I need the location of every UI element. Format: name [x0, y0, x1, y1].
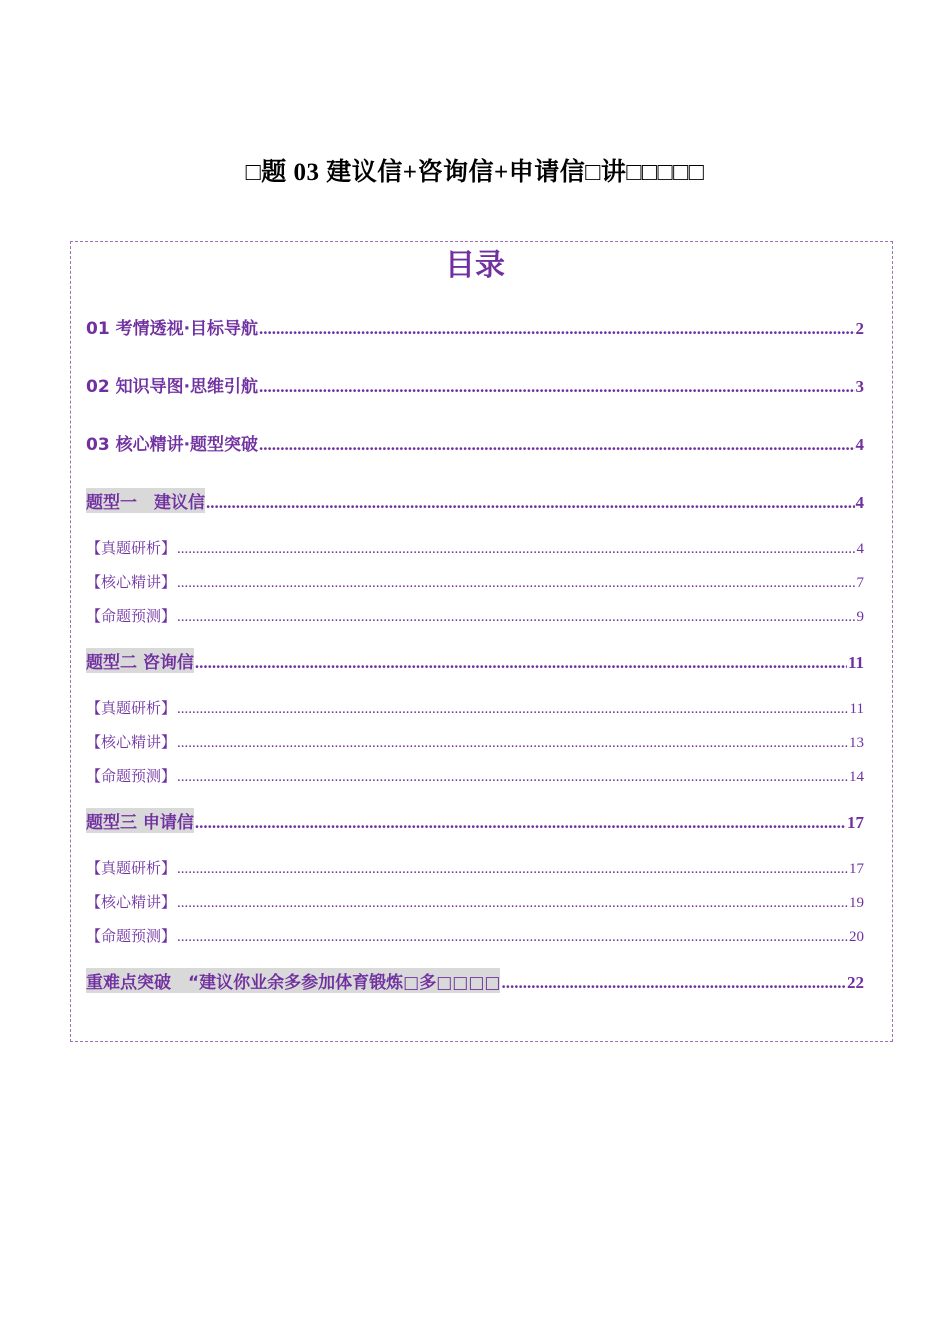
- toc-entry-label: 【命题预测】: [86, 607, 177, 625]
- toc-entry-key-difficulty[interactable]: [86, 968, 864, 993]
- toc-subentry[interactable]: [86, 697, 864, 718]
- toc-entry-overview[interactable]: [86, 314, 864, 339]
- toc-subentry[interactable]: [86, 925, 864, 946]
- toc-leader-dots: [177, 861, 848, 878]
- toc-entry-core[interactable]: [86, 430, 864, 455]
- toc-leader-dots: [195, 653, 847, 673]
- toc-entry-label: 【命题预测】: [86, 767, 177, 785]
- toc-leader-dots: [177, 575, 855, 592]
- toc-leader-dots: [259, 377, 854, 397]
- toc-entry-page: 4: [856, 541, 864, 557]
- toc-entry-page: 11: [849, 701, 864, 717]
- toc-entry-label: 【命题预测】: [86, 927, 177, 945]
- toc-entry-label: 01 考情透视·目标导航: [86, 319, 259, 339]
- toc-entry-page: 22: [847, 973, 864, 992]
- toc-entry-type-two[interactable]: [86, 648, 864, 673]
- toc-subentry[interactable]: [86, 731, 864, 752]
- toc-entry-type-three[interactable]: [86, 808, 864, 833]
- toc-subentry[interactable]: [86, 571, 864, 592]
- toc-subentry[interactable]: [86, 857, 864, 878]
- toc-entry-label: 【真题研析】: [86, 859, 177, 877]
- document-title: □题 03 建议信+咨询信+申请信□讲□□□□□: [245, 159, 705, 186]
- toc-entry-page: 20: [849, 929, 864, 945]
- toc-subentry[interactable]: [86, 537, 864, 558]
- toc-heading: 目录: [445, 248, 505, 283]
- toc-leader-dots: [259, 435, 854, 455]
- toc-entry-label: 【真题研析】: [86, 699, 177, 717]
- toc-leader-dots: [177, 701, 849, 718]
- toc-entry-label: 题型二 咨询信: [86, 648, 194, 673]
- toc-entry-page: 14: [849, 769, 864, 785]
- toc-entry-page: 17: [849, 861, 864, 877]
- toc-leader-dots: [177, 541, 855, 558]
- toc-entry-label: 【核心精讲】: [86, 893, 177, 911]
- toc-entry-label: 【真题研析】: [86, 539, 177, 557]
- toc-leader-dots: [177, 735, 848, 752]
- toc-entry-label: 02 知识导图·思维引航: [86, 377, 259, 397]
- toc-entry-page: 4: [855, 435, 864, 454]
- toc-entry-label: 题型一 建议信: [86, 488, 205, 513]
- toc-entry-page: 4: [855, 493, 864, 512]
- toc-subentry[interactable]: [86, 765, 864, 786]
- toc-entry-page: 19: [849, 895, 864, 911]
- toc-entry-page: 7: [856, 575, 864, 591]
- toc-leader-dots: [501, 973, 846, 993]
- toc-leader-dots: [177, 609, 855, 626]
- toc-entry-type-one[interactable]: [86, 488, 864, 513]
- toc-leader-dots: [195, 813, 846, 833]
- toc-entry-label: 【核心精讲】: [86, 573, 177, 591]
- toc-entry-page: 9: [856, 609, 864, 625]
- toc-leader-dots: [177, 929, 848, 946]
- toc-entry-label: 重难点突破 “建议你业余多参加体育锻炼□多□□□□: [86, 968, 500, 993]
- toc-entry-label: 题型三 申请信: [86, 808, 194, 833]
- toc-leader-dots: [177, 895, 848, 912]
- toc-entry-page: 11: [847, 653, 864, 672]
- toc-entry-page: 13: [849, 735, 864, 751]
- toc-entry-mindmap[interactable]: [86, 372, 864, 397]
- toc-entry-label: 【核心精讲】: [86, 733, 177, 751]
- toc-subentry[interactable]: [86, 891, 864, 912]
- toc-entry-page: 3: [855, 377, 864, 396]
- toc-subentry[interactable]: [86, 605, 864, 626]
- toc-entry-page: 17: [847, 813, 864, 832]
- toc-entry-page: 2: [855, 319, 864, 338]
- toc-entry-label: 03 核心精讲·题型突破: [86, 435, 259, 455]
- toc-leader-dots: [259, 319, 854, 339]
- toc-leader-dots: [177, 769, 848, 786]
- toc-leader-dots: [206, 493, 855, 513]
- toc-frame: [70, 241, 893, 1042]
